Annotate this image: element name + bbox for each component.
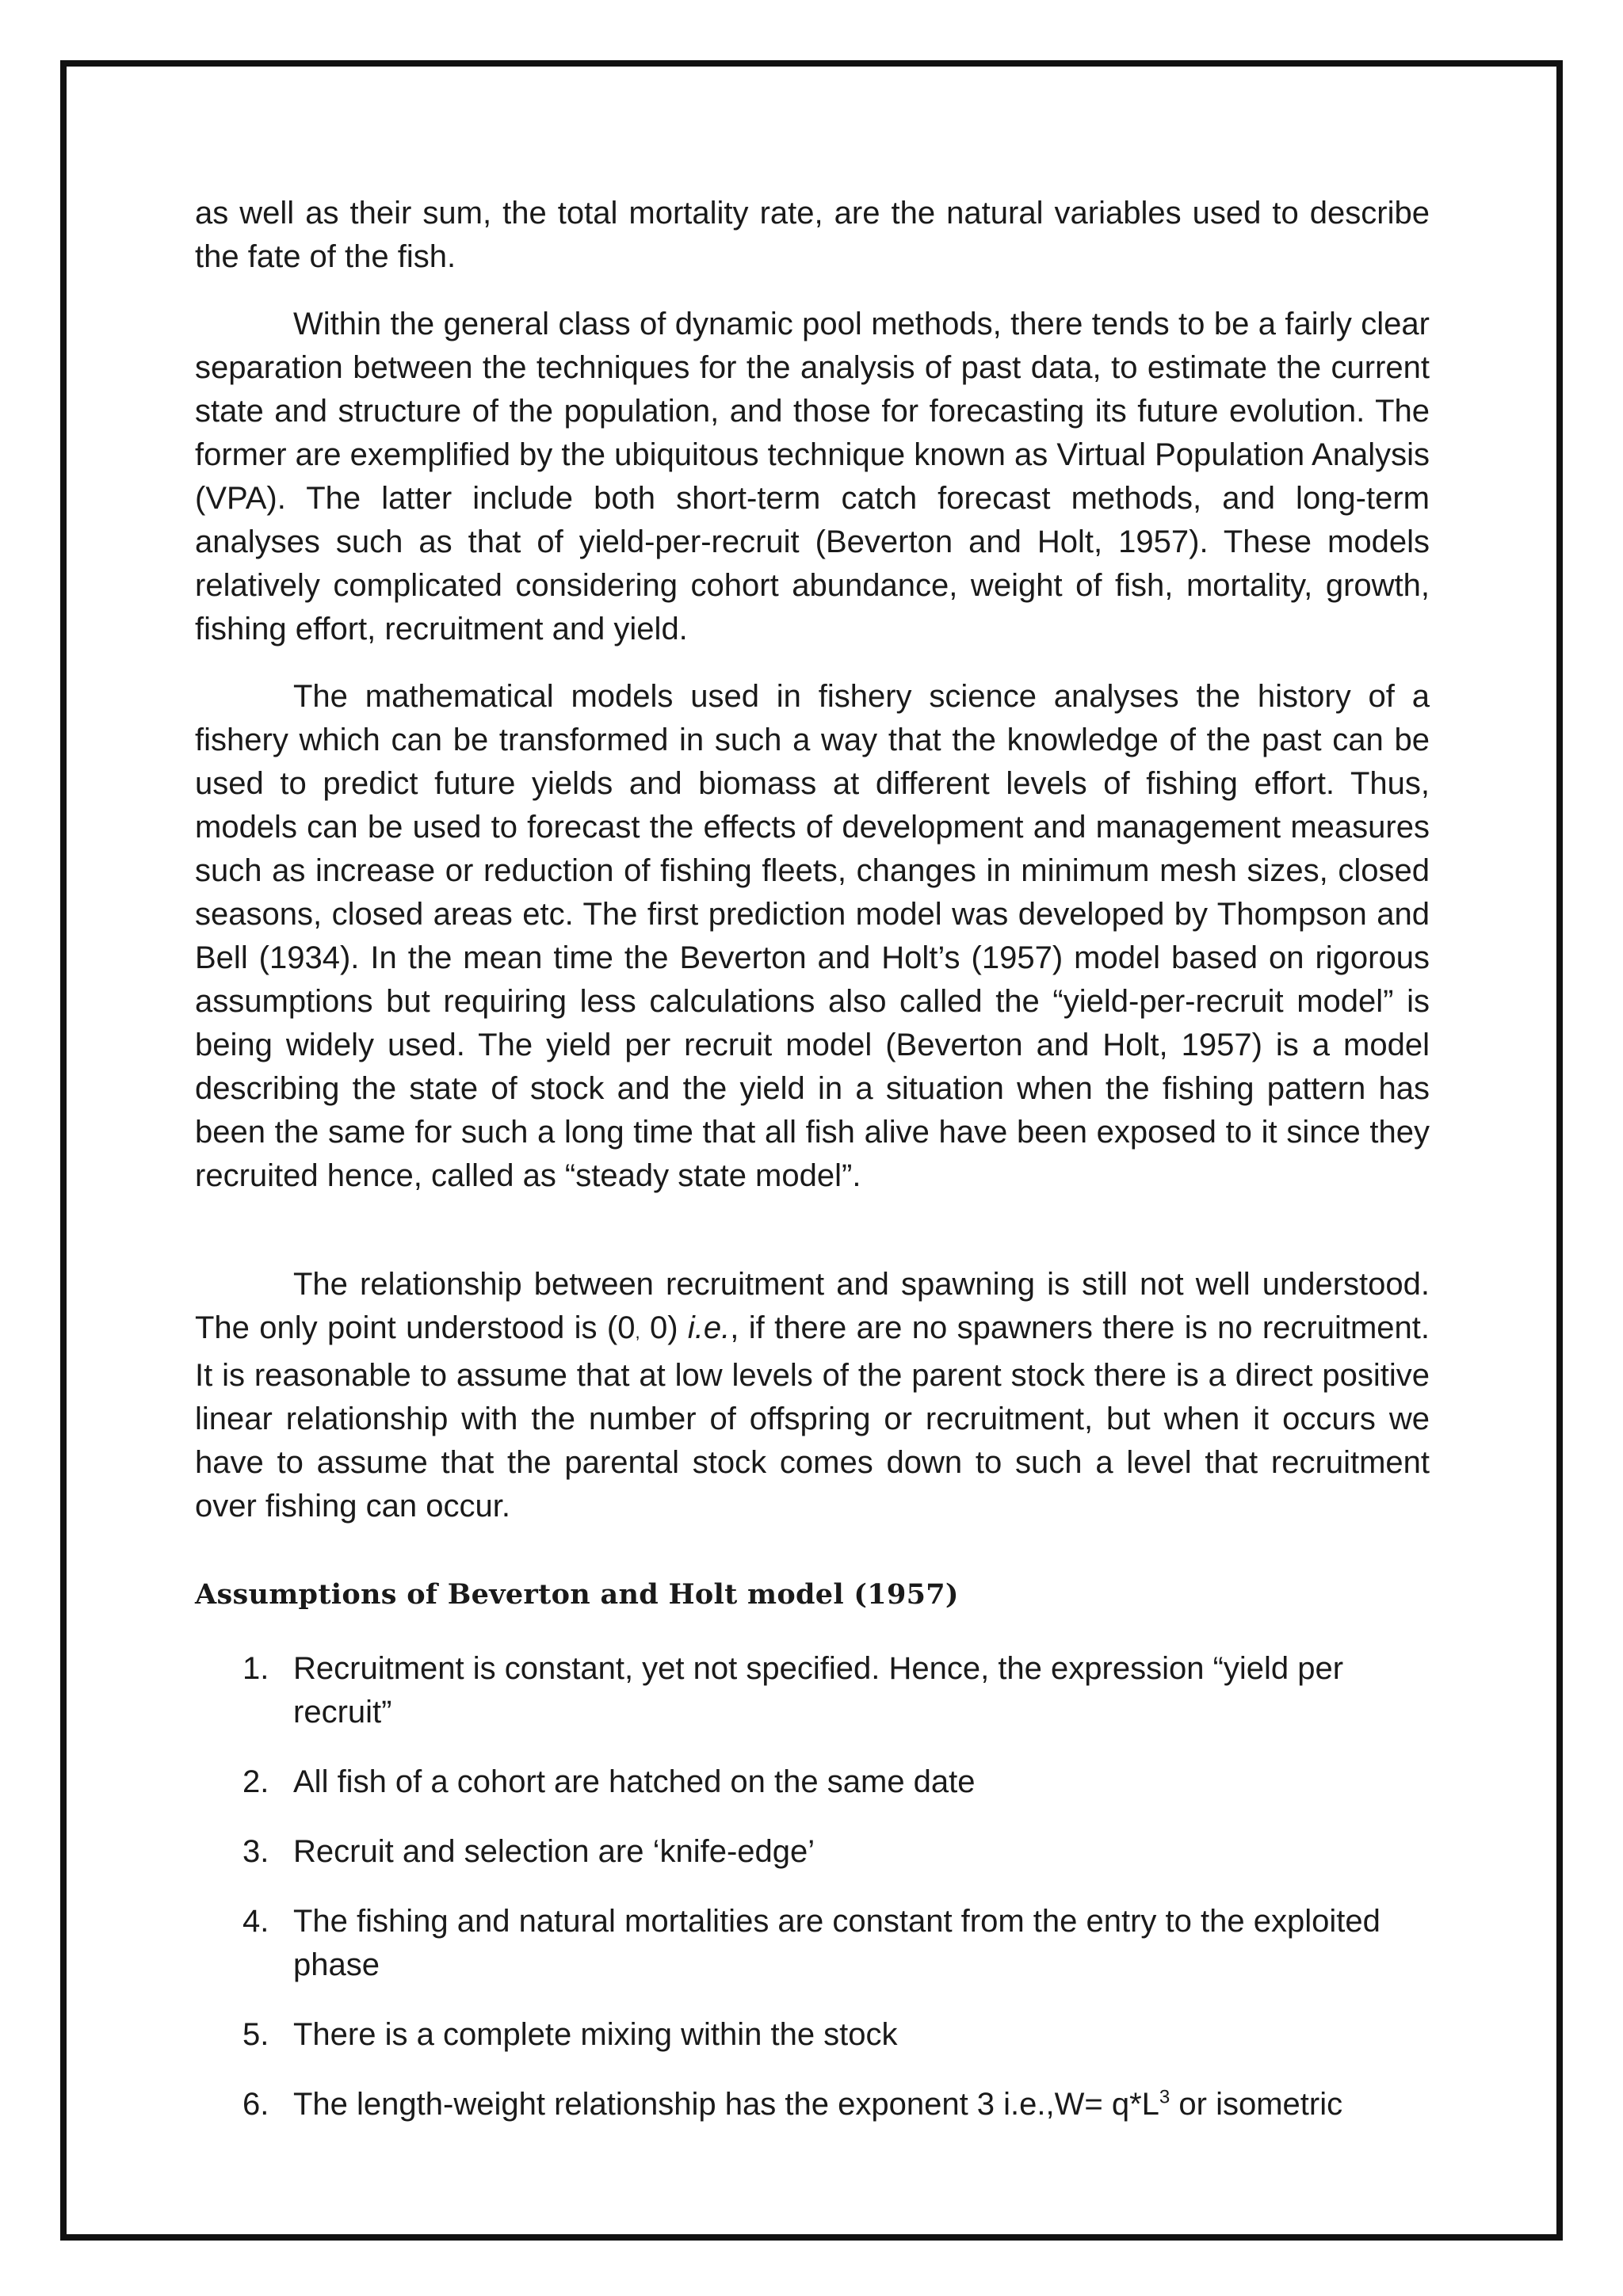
list-item-text: Recruitment is constant, yet not specified. Hence, the expression “yield per recruit” (293, 1651, 1344, 1730)
paragraph-dynamic-pool-methods: Within the general class of dynamic pool methods, there tends to be a fairly clear separation between the techniques for the analysis of past data, to estimate the current state and structure of the population, and those for forecasting its future evolution. The former are exemplified by the ubiquitous technique known as Virtual Population Analysis (VPA). The latter include both short-term catch forecast methods, and long-term analyses such as that of yield-per-recruit (Beverton and Holt, 1957). These models relatively complicated considering cohort abundance, weight of fish, mortality, growth, fishing effort, recruitment and yield. (195, 307, 1430, 646)
list-item (195, 1900, 1430, 1987)
paragraph-mortality-continuation: as well as their sum, the total mortality rate, are the natural variables used to describe the fate of the fish. (195, 196, 1430, 274)
paragraph-mathematical-models: The mathematical models used in fishery science analyses the history of a fishery which can be transformed in such a way that the knowledge of the past can be used to predict future yields and biomass at different levels of fishing effort. Thus, models can be used to forecast the effects of development and management measures such as increase or reduction of fishing fleets, changes in minimum mesh sizes, closed seasons, closed areas etc. The first prediction model was developed by Thompson and Bell (1934). In the mean time the Beverton and Holt’s (1957) model based on rigorous assumptions but requiring less calculations also called the “yield-per-recruit model” is being widely used. The yield per recruit model (Beverton and Holt, 1957) is a model describing the state of stock and the yield in a situation when the fishing pattern has been the same for such a long time that all fish alive have been exposed to it since they recruited hence, called as “steady state model”. (195, 679, 1430, 1193)
list-item-text: All fish of a cohort are hatched on the same date (293, 1764, 976, 1799)
exponent-superscript: 3 (1159, 2086, 1170, 2108)
list-item-number: 5. (242, 2017, 269, 2052)
recruitment-ie: i.e. (687, 1310, 731, 1345)
list-item-number: 6. (242, 2087, 269, 2122)
assumptions-list (195, 1647, 1430, 2126)
list-item-text: Recruit and selection are ‘knife-edge’ (293, 1834, 815, 1869)
length-weight-text: The length-weight relationship has the exponent 3 i.e.,W= q*L (293, 2087, 1159, 2122)
list-item-text: There is a complete mixing within the stock (293, 2017, 898, 2052)
recruitment-text-start: The relationship between recruitment and spawning is still not well understood. The only point understood is (0 (195, 1267, 1430, 1345)
recruitment-text-end: , if there are no spawners there is no recruitment. It is reasonable to assume that at low levels of the parent stock there is a direct positive linear relationship with the number of offspring or recruitment, but when it occurs we have to assume that the parental stock comes down to such a level that recruitment over fishing can occur. (195, 1310, 1430, 1524)
list-item-number: 2. (242, 1764, 269, 1799)
list-item (195, 2083, 1430, 2126)
list-item-text (293, 2083, 1430, 2126)
list-item (195, 2013, 1430, 2057)
list-item-number: 1. (242, 1651, 269, 1686)
paragraph-recruitment-spawning (195, 1263, 1430, 1528)
list-item (195, 1647, 1430, 1734)
list-item (195, 1830, 1430, 1874)
list-item (195, 1760, 1430, 1804)
list-item-number: 4. (242, 1904, 269, 1939)
list-item-number: 3. (242, 1834, 269, 1869)
recruitment-text-mid: 0) (640, 1310, 688, 1345)
section-heading-assumptions: Assumptions of Beverton and Holt model (1957) (195, 1578, 959, 1611)
recruitment-small-comma: , (635, 1322, 640, 1342)
document-body (195, 192, 1430, 2153)
list-item-text: The fishing and natural mortalities are constant from the entry to the exploited phase (293, 1904, 1381, 1982)
length-weight-tail: or isometric (1170, 2087, 1343, 2122)
